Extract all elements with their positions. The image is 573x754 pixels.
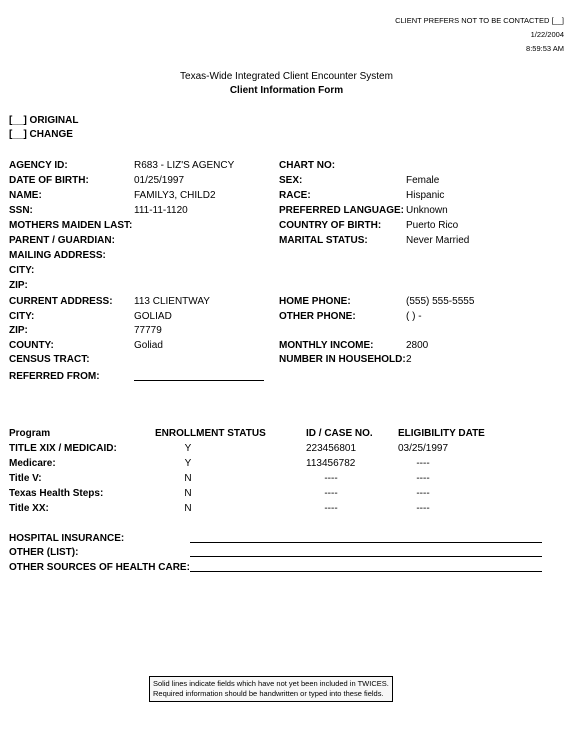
other-phone-value: ( ) -	[406, 311, 422, 322]
case-number: 113456782	[306, 458, 356, 469]
legend-note	[149, 676, 393, 702]
program-name: Title XX:	[9, 503, 49, 514]
mailing-zip-label: ZIP:	[9, 280, 28, 291]
referred-from-label: REFERRED FROM:	[9, 371, 100, 382]
preferred-language-label: PREFERRED LANGUAGE:	[279, 205, 405, 216]
other-list-line	[190, 556, 542, 557]
original-checkbox: [__] ORIGINAL	[9, 115, 79, 126]
ssn-value: 111-11-1120	[134, 205, 188, 216]
change-checkbox: [__] CHANGE	[9, 129, 73, 140]
census-tract-label: CENSUS TRACT:	[9, 354, 90, 365]
program-name: Texas Health Steps:	[9, 488, 104, 499]
marital-status-value: Never Married	[406, 235, 470, 246]
dob-value: 01/25/1997	[134, 175, 185, 186]
program-header: Program	[9, 428, 51, 439]
dob-label: DATE OF BIRTH:	[9, 175, 89, 186]
case-number: ----	[324, 488, 338, 499]
agency-id-label: AGENCY ID:	[9, 160, 68, 171]
chart-no-label: CHART NO:	[279, 160, 336, 171]
case-number: 223456801	[306, 443, 357, 454]
referred-from-line	[134, 380, 264, 381]
mothers-maiden-label: MOTHERS MAIDEN LAST:	[9, 220, 133, 231]
legend-note-line1: Solid lines indicate fields which have not yet been included in TWICES.	[153, 679, 389, 688]
home-phone-value: (555) 555-5555	[406, 296, 475, 307]
system-title: Texas-Wide Integrated Client Encounter System	[180, 71, 393, 82]
county-value: Goliad	[134, 340, 163, 351]
race-label: RACE:	[279, 190, 311, 201]
enrollment-status: N	[184, 503, 192, 514]
program-name: Title V:	[9, 473, 42, 484]
current-city-label: CITY:	[9, 311, 35, 322]
eligibility-date: 03/25/1997	[398, 443, 449, 454]
name-value: FAMILY3, CHILD2	[134, 190, 216, 201]
household-number-value: 2	[406, 354, 412, 365]
current-city-value: GOLIAD	[134, 311, 172, 322]
parent-guardian-label: PARENT / GUARDIAN:	[9, 235, 115, 246]
race-value: Hispanic	[406, 190, 445, 201]
current-zip-value: 77779	[134, 325, 162, 336]
household-number-label: NUMBER IN HOUSEHOLD:	[279, 354, 406, 365]
other-list-label: OTHER (LIST):	[9, 547, 79, 558]
other-phone-label: OTHER PHONE:	[279, 311, 356, 322]
current-address-label: CURRENT ADDRESS:	[9, 296, 113, 307]
eligibility-date-header: ELIGIBILITY DATE	[398, 428, 485, 439]
other-sources-line	[190, 571, 542, 572]
contact-preference: CLIENT PREFERS NOT TO BE CONTACTED [__]	[395, 16, 564, 25]
mailing-address-label: MAILING ADDRESS:	[9, 250, 106, 261]
eligibility-date: ----	[416, 473, 430, 484]
eligibility-date: ----	[416, 458, 430, 469]
country-of-birth-label: COUNTRY OF BIRTH:	[279, 220, 382, 231]
agency-id-value: R683 - LIZ'S AGENCY	[134, 160, 235, 171]
program-name: TITLE XIX / MEDICAID:	[9, 443, 117, 454]
program-name: Medicare:	[9, 458, 56, 469]
preferred-language-value: Unknown	[406, 205, 448, 216]
sex-label: SEX:	[279, 175, 303, 186]
country-of-birth-value: Puerto Rico	[406, 220, 459, 231]
hospital-insurance-line	[190, 542, 542, 543]
name-label: NAME:	[9, 190, 42, 201]
monthly-income-label: MONTHLY INCOME:	[279, 340, 374, 351]
home-phone-label: HOME PHONE:	[279, 296, 351, 307]
sex-value: Female	[406, 175, 440, 186]
case-number: ----	[324, 473, 338, 484]
eligibility-date: ----	[416, 488, 430, 499]
hospital-insurance-label: HOSPITAL INSURANCE:	[9, 533, 125, 544]
legend-note-line2: Required information should be handwritten or typed into these fields.	[153, 689, 384, 698]
enrollment-status: N	[184, 488, 192, 499]
other-sources-label: OTHER SOURCES OF HEALTH CARE:	[9, 562, 190, 573]
eligibility-date: ----	[416, 503, 430, 514]
marital-status-label: MARITAL STATUS:	[279, 235, 368, 246]
case-number: ----	[324, 503, 338, 514]
monthly-income-value: 2800	[406, 340, 429, 351]
mailing-city-label: CITY:	[9, 265, 35, 276]
current-address-value: 113 CLIENTWAY	[134, 296, 210, 307]
report-date: 1/22/2004	[530, 30, 564, 39]
enrollment-status-header: ENROLLMENT STATUS	[155, 428, 266, 439]
enrollment-status: Y	[184, 458, 192, 469]
county-label: COUNTY:	[9, 340, 54, 351]
case-no-header: ID / CASE NO.	[306, 428, 373, 439]
enrollment-status: N	[184, 473, 192, 484]
enrollment-status: Y	[184, 443, 192, 454]
form-title: Client Information Form	[229, 85, 344, 96]
report-time: 8:59:53 AM	[526, 44, 564, 53]
ssn-label: SSN:	[9, 205, 33, 216]
current-zip-label: ZIP:	[9, 325, 28, 336]
